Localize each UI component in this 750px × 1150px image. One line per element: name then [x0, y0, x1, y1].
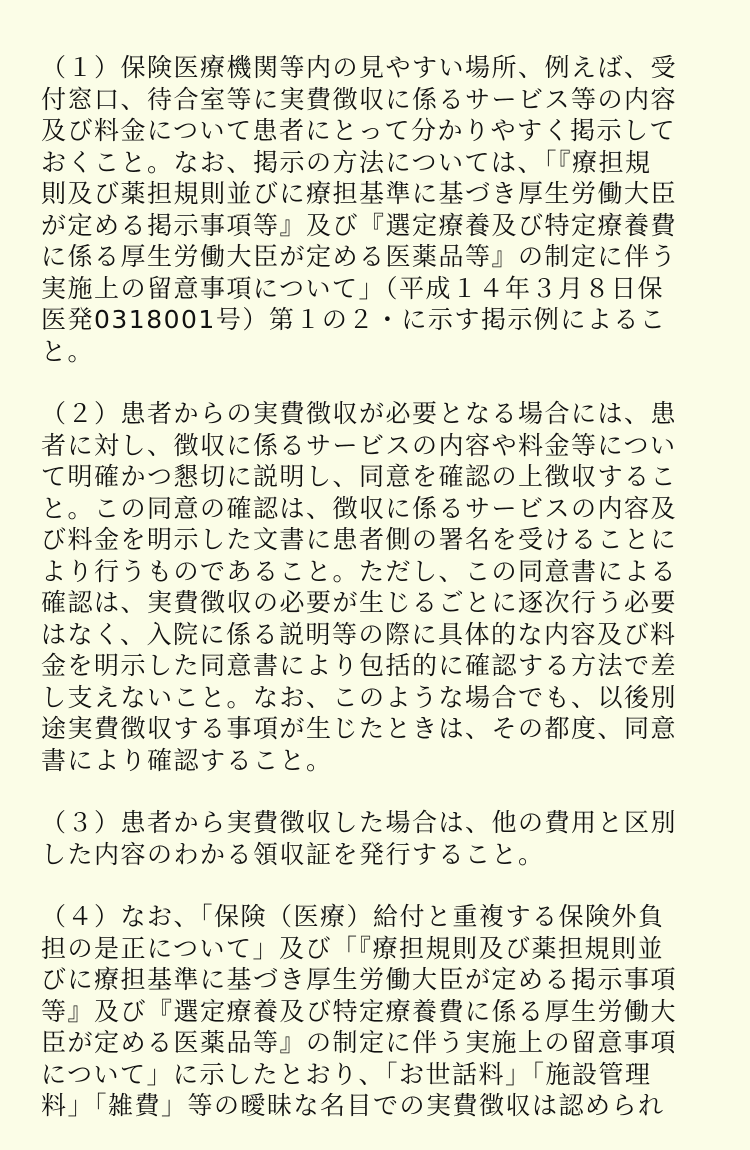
text-line: と。	[41, 336, 95, 366]
text-line: （１）保険医療機関等内の見やすい場所、例えば、受	[41, 53, 678, 82]
text-line: て明確かつ懇切に説明し、同意を確認の上徴収するこ	[41, 462, 678, 491]
text-line: 者に対し、徴収に係るサービスの内容や料金等につい	[41, 430, 677, 460]
text-line: 書により確認すること。	[41, 745, 333, 775]
text-line: 等』及び『選定療養及び特定療養費に係る厚生労働大	[41, 996, 678, 1026]
text-line: び料金を明示した文書に患者側の署名を受けることに	[41, 525, 678, 554]
text-line: し支えないこと。なお、このような場合でも、以後別	[41, 682, 678, 712]
text-line: が定める掲示事項等』及び『選定療養及び特定療養費	[41, 210, 678, 240]
text-line: 付窓口、待合室等に実費徴収に係るサービス等の内容	[41, 84, 678, 114]
text-line: 担の是正について」及び「『療担規則及び薬担規則並	[41, 933, 665, 963]
text-line: に係る厚生労働大臣が定める医薬品等』の制定に伴う	[41, 242, 678, 271]
text-line: 医発0318001号）第１の２・に示す掲示例によるこ	[41, 305, 667, 334]
text-line: 実施上の留意事項について」（平成１４年３月８日保	[41, 273, 665, 303]
text-line: について」に示したとおり、「お世話料」「施設管理	[41, 1059, 652, 1089]
text-line: 途実費徴収する事項が生じたときは、その都度、同意	[41, 714, 678, 743]
text-line: はなく、入院に係る説明等の際に具体的な内容及び料	[41, 619, 677, 649]
text-line: 臣が定める医薬品等』の制定に伴う実施上の留意事項	[41, 1028, 678, 1057]
paragraph-3	[41, 807, 710, 870]
text-line: した内容のわかる領収証を発行すること。	[41, 839, 545, 869]
text-line: （２）患者からの実費徴収が必要となる場合には、患	[41, 399, 678, 428]
paragraph-2	[41, 398, 710, 776]
text-line: 則及び薬担規則並びに療担基準に基づき厚生労働大臣	[41, 179, 678, 208]
text-line: びに療担基準に基づき厚生労働大臣が定める掲示事項	[41, 965, 678, 994]
paragraph-4	[41, 901, 710, 1122]
text-line: おくこと。なお、掲示の方法については、「『療担規	[41, 147, 652, 177]
text-line: 及び料金について患者にとって分かりやすく掲示して	[41, 116, 677, 145]
text-line: と。この同意の確認は、徴収に係るサービスの内容及	[41, 493, 678, 523]
text-line: 料」「雑費」等の曖昧な名目での実費徴収は認められ	[41, 1091, 665, 1120]
text-line: （３）患者から実費徴収した場合は、他の費用と区別	[41, 808, 678, 837]
text-line: 金を明示した同意書により包括的に確認する方法で差	[41, 651, 678, 680]
text-line: （４）なお、「保険（医療）給付と重複する保険外負	[41, 902, 665, 931]
text-line: より行うものであること。ただし、この同意書による	[41, 556, 678, 586]
text-line: 確認は、実費徴収の必要が生じるごとに逐次行う必要	[41, 588, 678, 617]
paragraph-1	[41, 52, 710, 367]
